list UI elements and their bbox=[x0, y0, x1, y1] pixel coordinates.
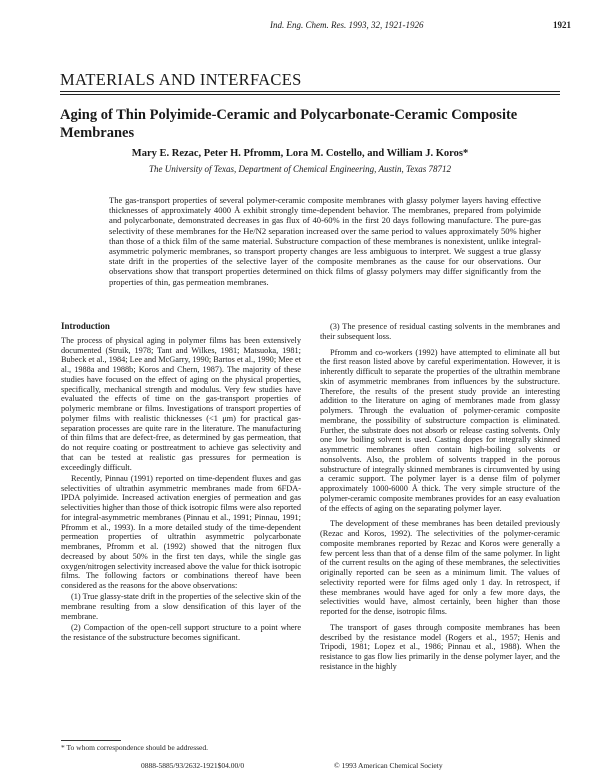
footnote-rule bbox=[61, 740, 121, 741]
paragraph: Pfromm and co-workers (1992) have attempted to eliminate all but the first reason listed above by careful experimentation. However, it is inherently difficult to separate the properties of the ultrathin membrane skin of asymmetric membranes from influences by the substructure. Therefore, the results of the present study provide an interesting addition to the literature on aging of membranes made from glassy polymers. Through the evaluation of polymer-ceramic composite membrane, the possibility of substructure compaction is eliminated. Further, the substrate does not absorb or release casting solvents. Only one low boiling solvent is used. Casting dopes for integrally skinned asymmetric membranes often contain high-boiling solvents or nonsolvents. Also, the problem of solvents trapped in the porous substructure of integrally skinned membranes is circumvented by using a ceramic support. The polymer layer is a dense film of polymer approximately 1000-6000 Å thick. The very simple structure of the polymer-ceramic composite membranes provides for an easy evaluation of the effects of aging on the separating polymer layer. bbox=[320, 347, 560, 513]
left-column bbox=[61, 322, 301, 643]
author-affiliation: The University of Texas, Department of Chemical Engineering, Austin, Texas 78712 bbox=[149, 164, 451, 174]
author-list: Mary E. Rezac, Peter H. Pfromm, Lora M. Costello, and William J. Koros* bbox=[131, 148, 469, 159]
article-title: Aging of Thin Polyimide-Ceramic and Polycarbonate-Ceramic Composite Membranes bbox=[60, 107, 518, 141]
paragraph: The development of these membranes has been detailed previously (Rezac and Koros, 1992). The selectivities of the polymer-ceramic composite membranes reported by Rezac and Koros were generally a few percent less than that of a dense film of the same polymer. In light of the current results on the aging of these membranes, the selectivities originally reported can be seen as a minimum limit. The values of selectivity reported were for films aged only 1 day. In retrospect, if these membranes would have aged for only a few more days, the selectivities would have, almost certainly, been higher than those reported for the dense, isotropic films. bbox=[320, 519, 560, 616]
list-item: (1) True glassy-state drift in the properties of the selective skin of the membrane resulting from a slow densification of this layer of the membrane. bbox=[61, 592, 301, 621]
copyright-notice: © 1993 American Chemical Society bbox=[334, 761, 443, 770]
running-head bbox=[0, 20, 600, 34]
section-heading: MATERIALS AND INTERFACES bbox=[60, 70, 302, 89]
article-code: 0888-5885/93/2632-1921$04.00/0 bbox=[141, 761, 245, 770]
paragraph: The process of physical aging in polymer films has been extensively documented (Struik, 1978; Tant and Wilkes, 1981; Matsuoka, 1981; Bubeck et al., 1984; Lee and McGarry, 1990; Bartos et al., 1990; Mee et al., 1988a and 1988b; Koros and Chern, 1987). The majority of these studies have focused on the effect of aging on the physical properties, specifically, mechanical strength and modulus. Very few studies have evaluated the effects of time on the gas-transport properties of polymeric membrane or films. Investigations of transport properties of polymer films with realistic thicknesses (<1 μm) for practical gas-separation processes are quite rare in the literature. The manufacturing of thin films that are defect-free, as determined by gas permeation, that do not require coating or posttreatment to achieve gas selectivity and that can be tested at realistic gas pressures for permeation is exceedingly difficult. bbox=[61, 335, 302, 472]
journal-reference: Ind. Eng. Chem. Res. 1993, 32, 1921-1926 bbox=[270, 20, 424, 30]
introduction-heading: Introduction bbox=[61, 321, 110, 331]
list-item: (2) Compaction of the open-cell support structure to a point where the resistance of the substructure becomes significant. bbox=[61, 623, 301, 642]
page-footer bbox=[0, 761, 600, 773]
paragraph: The transport of gases through composite membranes has been described by the resistance model (Rogers et al., 1957; Henis and Tripodi, 1981; Lopez et al., 1986; Pinnau et al., 1988). When the resistance to gas flow lies primarily in the dense polymer layer, and the resistance in the highly bbox=[320, 622, 560, 671]
abstract: The gas-transport properties of several polymer-ceramic composite membranes with glassy polymer layers having effective thicknesses of approximately 4000 Å exhibit strongly time-dependent behavior. The membranes, prepared from polyimide and polycarbonate, demonstrated decreases in gas flux of 40-60% in the first 20 days following manufacture. The pure-gas selectivity of these membranes for the He/N2 separation increased over the same period to values approximately 50% higher than those of a thick film of the same material. Substructure compaction of these membranes is nonexistent, unlike integral-asymmetric polymeric membranes, so transport property changes are less ambiguous to interpret. We suggest a true glassy state drift in the properties of the selective layer of the composite membranes as the cause for our observations. Our observations show that transport properties determined on thick films of glassy polymers may differ significantly from the properties of thin, gas permeation membranes. bbox=[109, 195, 541, 287]
page-number: 1921 bbox=[553, 20, 571, 30]
list-item: (3) The presence of residual casting solvents in the membranes and their subsequent loss. bbox=[320, 322, 560, 341]
correspondence-footnote: * To whom correspondence should be addressed. bbox=[61, 743, 209, 752]
section-rule-top bbox=[60, 91, 560, 92]
right-column bbox=[320, 322, 560, 672]
section-rule-bottom bbox=[60, 94, 560, 95]
paragraph: Recently, Pinnau (1991) reported on time-dependent fluxes and gas selectivities of ultrathin asymmetric membranes made from 6FDA-IPDA polyimide. Increased activation energies of permeation and gas selectivities higher than those of thick isotropic films were also reported for integral-asymmetric membranes (Pinnau et al., 1991; Pinnau, 1991; Pfromm et al., 1993). In a more detailed study of the time-dependent permeation properties of ultrathin asymmetric polycarbonate membranes, Pfromm et al. (1992) showed that the nitrogen flux decreased by about 50% in the first ten days, while the single gas oxygen/nitrogen selectivity increased above the value for thick isotropic films. The following factors or combinations thereof have been considered as the reasons for the above observations: bbox=[61, 473, 301, 590]
